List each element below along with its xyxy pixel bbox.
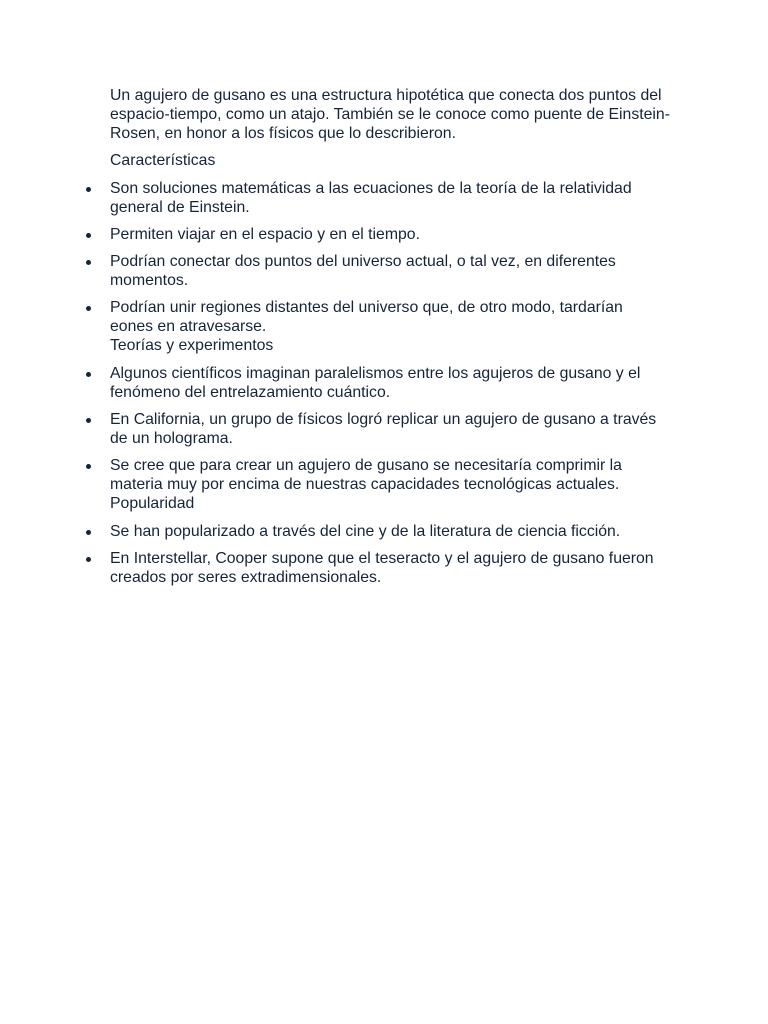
list-item	[110, 364, 670, 402]
list-item	[110, 549, 670, 587]
list-item-text: Se han popularizado a través del cine y de la literatura de ciencia ficción.	[110, 523, 621, 540]
bullet-icon	[86, 187, 91, 192]
section-heading-popularidad: Popularidad	[110, 495, 195, 512]
bullet-icon	[86, 372, 91, 377]
bullet-icon	[86, 530, 91, 535]
bullet-icon	[86, 233, 91, 238]
bullet-icon	[86, 464, 91, 469]
intro-paragraph: Un agujero de gusano es una estructura hipotética que conecta dos puntos del espacio-tiempo, como un atajo. También se le conoce como puente de Einstein-Rosen, en honor a los físicos que lo describieron.	[110, 87, 670, 142]
section-heading-teorias: Teorías y experimentos	[110, 337, 274, 354]
list-item-text: Se cree que para crear un agujero de gusano se necesitaría comprimir la materia muy por encima de nuestras capacidades tecnológicas actuales.	[110, 457, 622, 493]
list-item	[110, 225, 670, 244]
bullet-icon	[86, 306, 91, 311]
document-body	[110, 86, 670, 595]
list-item-text: Podrían unir regiones distantes del universo que, de otro modo, tardarían eones en atravesarse.	[110, 299, 623, 335]
bullet-list-caracteristicas	[110, 179, 670, 336]
list-item	[110, 252, 670, 290]
list-item	[110, 298, 670, 336]
bullet-list-popularidad	[110, 522, 670, 587]
list-item	[110, 522, 670, 541]
list-item	[110, 456, 670, 494]
section-heading-caracteristicas: Características	[110, 152, 216, 169]
bullet-icon	[86, 418, 91, 423]
list-item-text: Algunos científicos imaginan paralelismos entre los agujeros de gusano y el fenómeno del entrelazamiento cuántico.	[110, 365, 641, 401]
list-item-text: En Interstellar, Cooper supone que el teseracto y el agujero de gusano fueron creados por seres extradimensionales.	[110, 550, 654, 586]
list-item-text: Permiten viajar en el espacio y en el tiempo.	[110, 226, 420, 243]
list-item-text: Son soluciones matemáticas a las ecuaciones de la teoría de la relatividad general de Einstein.	[110, 180, 632, 216]
list-item	[110, 179, 670, 217]
bullet-icon	[86, 557, 91, 562]
bullet-icon	[86, 260, 91, 265]
list-item	[110, 410, 670, 448]
list-item-text: En California, un grupo de físicos logró replicar un agujero de gusano a través de un holograma.	[110, 411, 657, 447]
bullet-list-teorias	[110, 364, 670, 494]
list-item-text: Podrían conectar dos puntos del universo actual, o tal vez, en diferentes momentos.	[110, 253, 616, 289]
